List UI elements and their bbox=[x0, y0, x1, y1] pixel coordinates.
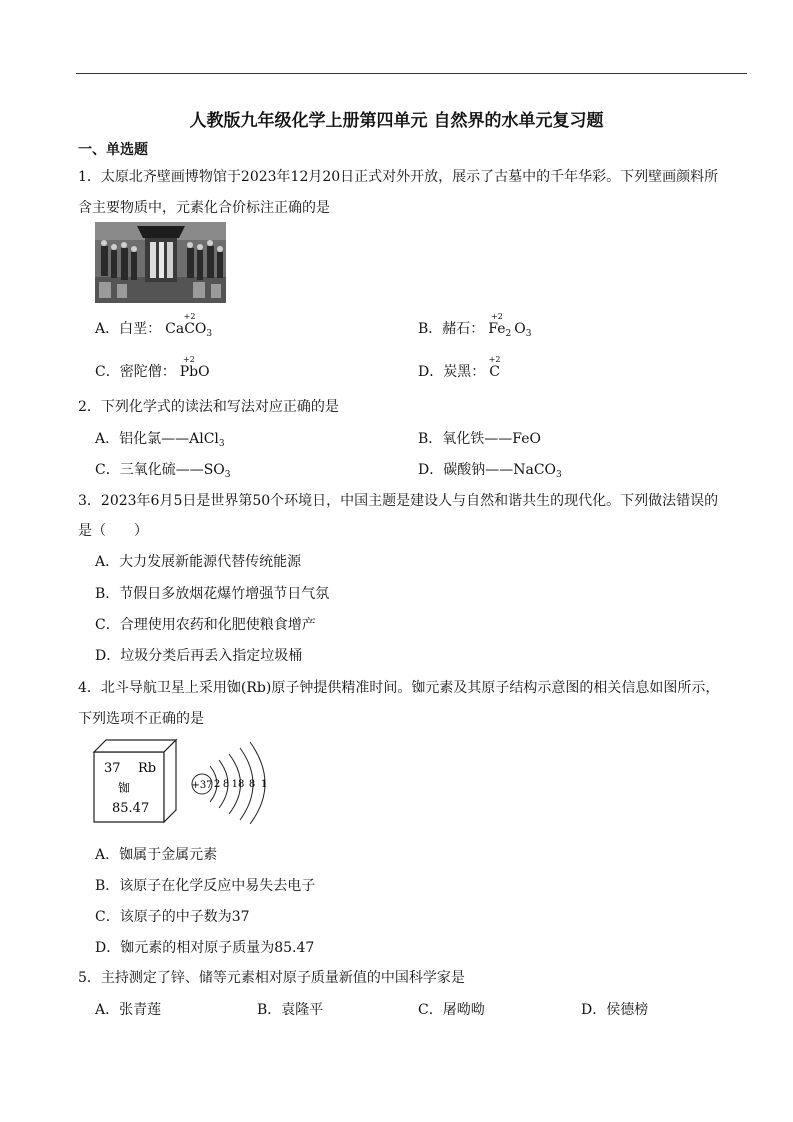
q2-option-d-sub: 3 bbox=[556, 470, 562, 480]
q1-option-d bbox=[418, 355, 501, 381]
q1-b-part1: Fe bbox=[488, 321, 506, 337]
q4-option-d: D．铷元素的相对原子质量为85.47 bbox=[95, 940, 315, 956]
q1-option-b-formula bbox=[488, 312, 532, 339]
q2-option-d bbox=[418, 459, 562, 480]
q1-b-sub2: 3 bbox=[525, 329, 532, 339]
q1-option-a bbox=[95, 312, 213, 339]
q5-option-a: A．张青莲 bbox=[95, 1002, 162, 1018]
q3-option-d: D．垃圾分类后再丢入指定垃圾桶 bbox=[95, 648, 303, 664]
shell-1-count: 2 bbox=[213, 779, 221, 790]
q3-option-a: A．大力发展新能源代替传统能源 bbox=[95, 554, 302, 570]
mural-image bbox=[95, 222, 226, 303]
q3-stem-line1: 3．2023年6月5日是世界第50个环境日，中国主题是建设人与自然和谐共生的现代化。下列做法错误的 bbox=[78, 493, 719, 509]
q1-stem-line1: 1．太原北齐壁画博物馆于2023年12月20日正式对外开放，展示了古墓中的千年华彩。下列壁画颜料所 bbox=[78, 169, 719, 185]
rubidium-figure bbox=[92, 738, 282, 824]
q1-option-a-label: A．白垩： bbox=[95, 321, 162, 337]
q2-option-c bbox=[95, 459, 231, 480]
q1-a-part3: O bbox=[194, 321, 207, 337]
element-cell bbox=[94, 740, 176, 822]
q2-option-a bbox=[95, 428, 225, 449]
q4-option-c: C．该原子的中子数为37 bbox=[95, 909, 250, 925]
q2-option-c-sub: 3 bbox=[224, 470, 231, 480]
q1-option-a-formula bbox=[165, 312, 213, 339]
q1-option-c-label: C．密陀僧： bbox=[95, 364, 176, 380]
page-title: 人教版九年级化学上册第四单元 自然界的水单元复习题 bbox=[189, 111, 604, 131]
q1-a-part1: Ca bbox=[165, 321, 185, 337]
q2-option-a-text: A．铝化氯——AlCl bbox=[95, 431, 219, 447]
q1-c-part1: Pb bbox=[179, 364, 199, 380]
shell-4-count: 8 bbox=[248, 779, 256, 790]
q2-option-a-sub: 3 bbox=[218, 439, 225, 449]
element-symbol: Rb bbox=[138, 761, 157, 776]
q1-a-valence: +2 bbox=[183, 312, 196, 321]
q1-option-c-formula bbox=[179, 355, 210, 380]
q1-option-b bbox=[418, 312, 532, 339]
q1-a-sub: 3 bbox=[206, 329, 213, 339]
q2-option-b: B．氧化铁——FeO bbox=[418, 431, 541, 447]
q1-d-valence: +2 bbox=[488, 355, 501, 364]
section-heading: 一、单选题 bbox=[78, 142, 148, 158]
q1-b-part2: O bbox=[514, 321, 526, 337]
q5-stem: 5．主持测定了锌、储等元素相对原子质量新值的中国科学家是 bbox=[78, 970, 465, 986]
atom-nucleus: +37 bbox=[191, 780, 213, 791]
q2-option-d-text: D．碳酸钠——NaCO bbox=[418, 462, 557, 478]
q1-d-part1: C bbox=[489, 364, 500, 380]
q1-a-part2: C bbox=[184, 321, 195, 337]
header-rule bbox=[76, 73, 747, 74]
shell-5-count: 1 bbox=[260, 779, 268, 790]
q5-option-d: D．侯德榜 bbox=[581, 1002, 649, 1018]
q4-option-b: B．该原子在化学反应中易失去电子 bbox=[95, 878, 316, 894]
q3-stem-line2: 是（ ） bbox=[78, 523, 148, 539]
shell-3-count: 18 bbox=[231, 779, 245, 790]
q4-stem-line1: 4．北斗导航卫星上采用铷(Rb)原子钟提供精准时间。铷元素及其原子结构示意图的相关信息如图所示， bbox=[78, 680, 720, 696]
shell-2-count: 8 bbox=[222, 779, 230, 790]
q3-option-b: B．节假日多放烟花爆竹增强节日气氛 bbox=[95, 586, 330, 602]
q5-option-b: B．袁隆平 bbox=[257, 1002, 324, 1018]
q1-option-d-formula bbox=[488, 355, 501, 380]
q2-stem: 2．下列化学式的读法和写法对应正确的是 bbox=[78, 399, 339, 415]
element-mass: 85.47 bbox=[112, 801, 150, 816]
q1-option-d-label: D．炭黑： bbox=[418, 364, 486, 380]
q1-c-part2: O bbox=[198, 364, 210, 380]
q1-b-sub1: 2 bbox=[505, 329, 512, 339]
atom-structure bbox=[191, 742, 267, 824]
q1-b-valence: +2 bbox=[491, 312, 503, 321]
q4-option-a: A．铷属于金属元素 bbox=[95, 847, 218, 863]
element-name: 铷 bbox=[118, 781, 131, 795]
q1-c-valence: +2 bbox=[183, 355, 195, 364]
q1-option-c bbox=[95, 355, 210, 381]
element-number: 37 bbox=[104, 761, 121, 776]
q1-option-b-label: B．赭石： bbox=[418, 321, 485, 337]
q5-option-c: C．屠呦呦 bbox=[418, 1002, 485, 1018]
q1-stem-line2: 含主要物质中，元素化合价标注正确的是 bbox=[78, 200, 330, 216]
q4-stem-line2: 下列选项不正确的是 bbox=[78, 711, 204, 727]
q2-option-c-text: C．三氧化硫——SO bbox=[95, 462, 225, 478]
q3-option-c: C．合理使用农药和化肥使粮食增产 bbox=[95, 617, 316, 633]
